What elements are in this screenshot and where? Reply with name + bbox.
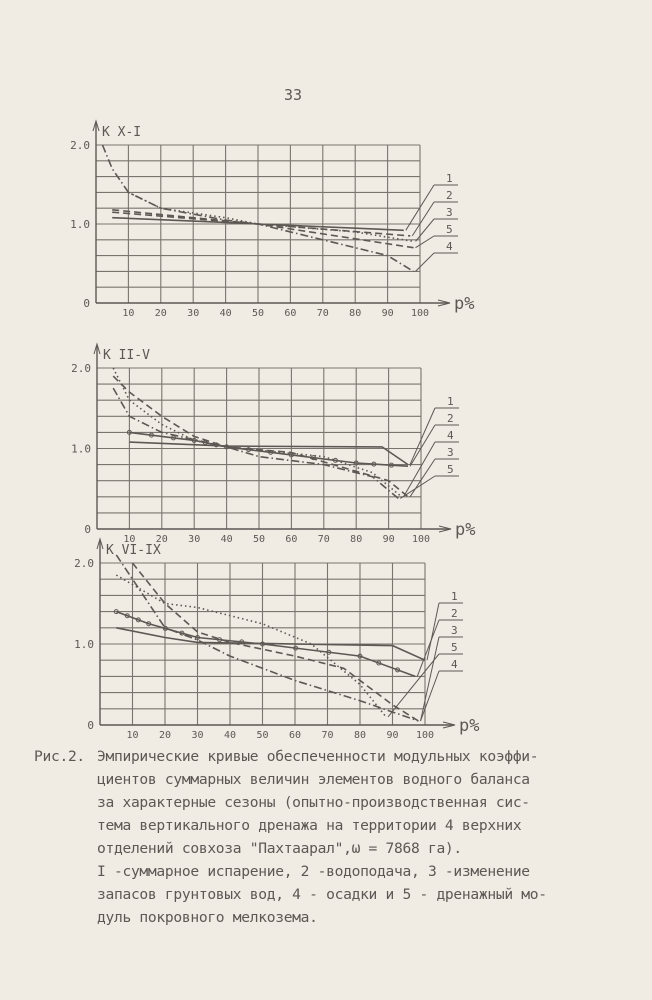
y-tick-label: 1.0: [70, 218, 90, 231]
x-tick-label: 20: [158, 730, 172, 741]
y-tick-label: 1.0: [71, 442, 91, 456]
y-tick-label: 2.0: [70, 139, 90, 152]
x-tick-label: 60: [284, 308, 297, 319]
x-tick-label: 10: [126, 730, 139, 741]
x-tick-label: 100: [415, 730, 435, 741]
x-tick-label: 20: [154, 308, 167, 319]
x-tick-label: 50: [251, 308, 265, 319]
x-tick-label: 90: [381, 308, 394, 319]
legend-label-3: 3: [447, 446, 454, 459]
series-line-3: [133, 563, 419, 721]
caption-line: запасов грунтовых вод, 4 - осадки и 5 - дренажный мо-: [97, 886, 547, 903]
x-tick-label: 30: [191, 730, 204, 741]
caption-line: Эмпирические кривые обеспеченности модульных коэффи-: [97, 748, 539, 765]
legend-leader-line: [412, 202, 434, 236]
chart-2: [71, 344, 475, 545]
page-number: 33: [284, 86, 303, 104]
y-tick-label: 0: [87, 719, 94, 732]
legend-label-1: 1: [446, 172, 453, 185]
chart-3: [74, 539, 479, 741]
x-tick-label: 10: [122, 308, 135, 319]
legend-leader-line: [400, 476, 435, 498]
legend-leader-line: [410, 425, 435, 466]
x-tick-label: 100: [411, 534, 431, 545]
y-tick-label: 1.0: [74, 638, 94, 651]
x-tick-label: 30: [187, 308, 200, 319]
x-tick-label: 80: [350, 534, 363, 545]
x-axis-label: p%: [459, 716, 480, 736]
legend-label-1: 1: [451, 590, 458, 603]
x-tick-label: 90: [386, 730, 399, 741]
x-tick-label: 70: [321, 730, 334, 741]
legend-label-4: 4: [446, 240, 453, 253]
x-tick-label: 50: [256, 730, 269, 741]
legend-label-4: 4: [447, 429, 454, 442]
x-tick-label: 10: [123, 534, 136, 545]
caption-line: за характерные сезоны (опытно-производственная сис-: [97, 794, 530, 811]
caption-label: Рис.2.: [34, 748, 85, 765]
x-tick-label: 30: [188, 534, 201, 545]
x-tick-label: 50: [252, 534, 266, 545]
x-tick-label: 20: [155, 534, 168, 545]
caption-line: дуль покровного мелкозема.: [97, 909, 318, 926]
legend-label-5: 5: [446, 223, 453, 236]
x-axis-label: p%: [455, 520, 476, 540]
x-tick-label: 90: [382, 534, 395, 545]
y-tick-label: 0: [84, 523, 91, 536]
legend-label-3: 3: [446, 206, 453, 219]
x-tick-label: 60: [285, 534, 298, 545]
x-tick-label: 80: [349, 308, 362, 319]
y-tick-label: 2.0: [74, 557, 94, 570]
x-tick-label: 40: [219, 308, 232, 319]
x-tick-label: 40: [223, 730, 237, 741]
y-axis-label: K VI-IX: [106, 543, 161, 558]
y-tick-label: 2.0: [71, 362, 91, 375]
series-line-2: [112, 210, 410, 236]
x-tick-label: 40: [220, 534, 233, 545]
caption-line: отделений совхоза "Пахтаарал",ω = 7868 га).: [97, 840, 462, 857]
x-tick-label: 70: [316, 308, 329, 319]
legend-leader-line: [427, 603, 439, 660]
chart-1: [70, 121, 474, 319]
caption-line: тема вертикального дренажа на территории 4 верхних: [97, 817, 522, 834]
y-axis-label: K X-I: [102, 125, 142, 140]
legend-label-1: 1: [447, 395, 454, 408]
legend-label-4: 4: [451, 658, 458, 671]
legend-label-2: 2: [447, 412, 454, 425]
legend-label-5: 5: [447, 463, 454, 476]
legend-label-5: 5: [451, 641, 458, 654]
x-tick-label: 60: [288, 730, 302, 741]
y-tick-label: 0: [83, 297, 90, 310]
series-line-4: [116, 555, 418, 721]
legend-label-3: 3: [451, 624, 458, 637]
x-tick-label: 80: [353, 730, 367, 741]
x-tick-label: 100: [410, 308, 430, 319]
y-axis-label: K II-V: [103, 348, 150, 363]
legend-leader-line: [388, 654, 439, 717]
x-tick-label: 70: [317, 534, 330, 545]
series-line-5: [112, 212, 413, 248]
legend-label-2: 2: [451, 607, 458, 620]
x-axis-label: p%: [454, 294, 475, 314]
caption-line: I -суммарное испарение, 2 -водоподача, 3 -изменение: [97, 863, 530, 880]
legend-label-2: 2: [446, 189, 453, 202]
caption-line: циентов суммарных величин элементов водного баланса: [97, 771, 530, 788]
